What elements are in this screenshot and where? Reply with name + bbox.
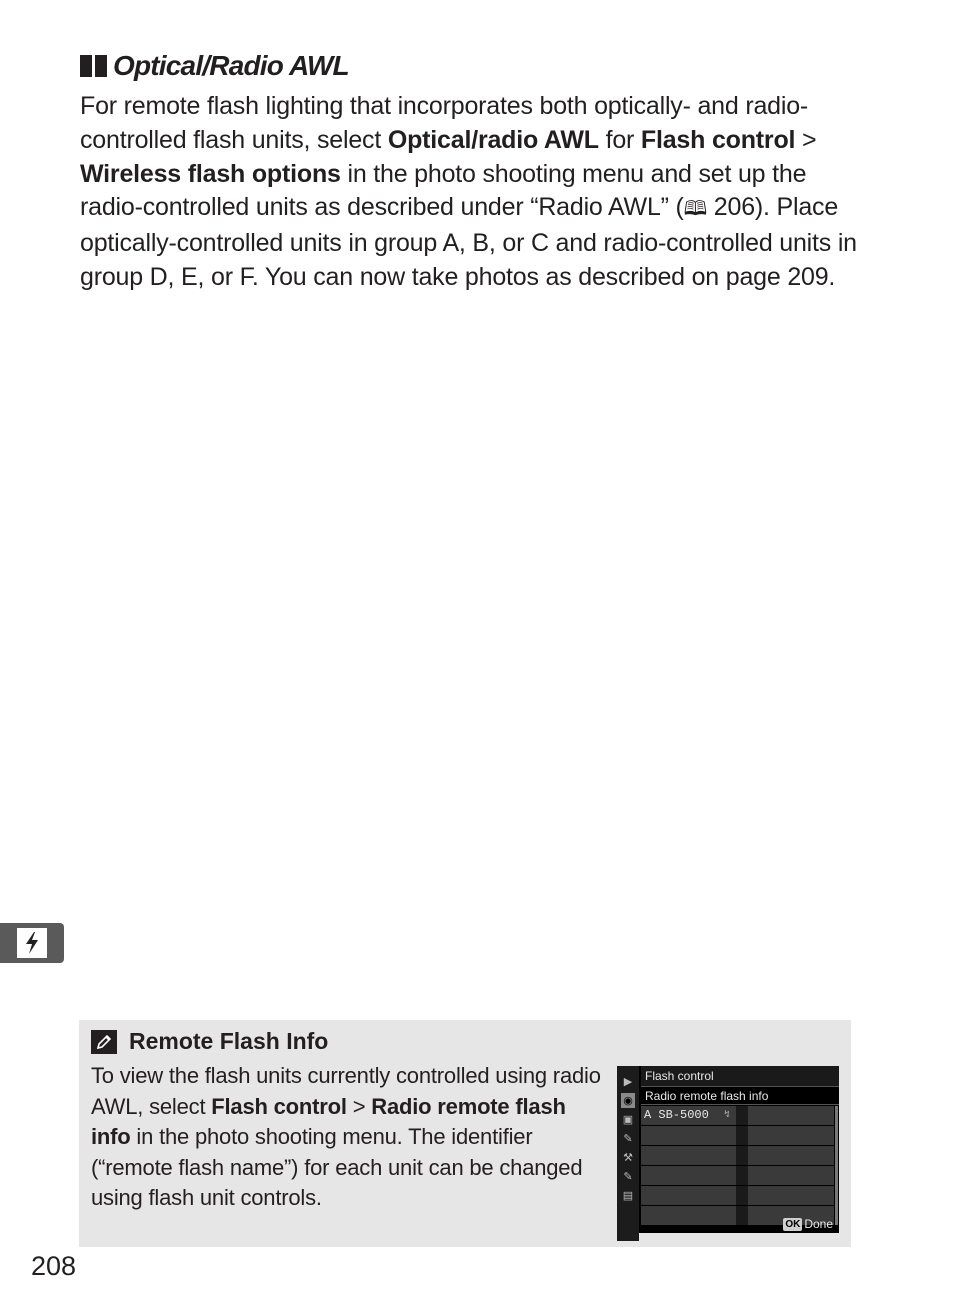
retouch-menu-icon: ✎ <box>623 1171 633 1183</box>
playback-menu-icon: ▶ <box>623 1076 633 1088</box>
section-title: Optical/Radio AWL <box>113 50 349 81</box>
my-menu-icon: ▤ <box>622 1190 634 1202</box>
body-text-2: for <box>598 125 641 154</box>
list-item <box>641 1186 837 1205</box>
done-label: Done <box>804 1217 833 1231</box>
page-number: 208 <box>31 1251 77 1281</box>
list-item <box>641 1106 837 1125</box>
pencil-icon <box>91 1030 117 1054</box>
note-text-2: > <box>346 1093 372 1119</box>
body-paragraph <box>80 90 860 295</box>
menu-item-flash-control: Flash control <box>640 125 796 154</box>
page-reference-book-icon: 🕮 <box>683 198 708 221</box>
body-text-1: For remote flash lighting that incorporates both optically- and radio-controlled flash units, select <box>80 92 809 154</box>
screen-menu-subheader: Radio remote flash info <box>641 1086 839 1105</box>
body-text-3: > <box>795 125 817 154</box>
screen-footer <box>783 1217 833 1231</box>
remote-flash-list <box>641 1106 837 1226</box>
note-box <box>79 1020 851 1247</box>
screen-menu-header: Flash control <box>641 1066 839 1086</box>
page-reference-number: 206 <box>707 193 755 222</box>
flash-icon <box>17 928 47 958</box>
ok-button-icon: OK <box>785 1218 801 1230</box>
menu-tab-sidebar <box>617 1066 639 1241</box>
flash-group-label: A <box>644 1108 652 1122</box>
note-title-text: Remote Flash Info <box>129 1028 329 1054</box>
flash-bolt-icon: ↯ <box>723 1110 730 1121</box>
chapter-tab <box>0 923 64 963</box>
list-item <box>641 1166 837 1185</box>
custom-settings-pencil-icon: ✎ <box>623 1133 633 1145</box>
body-text-4: in the photo shooting menu and set up the radio-controlled units as described under “Radio AWL” ( <box>80 159 807 222</box>
note-text-1: To view the flash units currently controlled using radio AWL, select <box>91 1063 601 1119</box>
movie-shooting-menu-icon: ▣ <box>622 1114 634 1126</box>
menu-item-wireless-flash-options: Wireless flash options <box>80 159 341 188</box>
setup-menu-wrench-icon: ⚒ <box>623 1152 633 1164</box>
section-marker-icon <box>80 55 107 77</box>
body-text-5: ). Place optically-controlled units in group A, B, or C and radio-controlled units in group D, E, or F. You can now take photos as described on page 209. <box>80 193 857 291</box>
flash-unit-name: SB-5000 <box>658 1108 709 1122</box>
note-text-3: in the photo shooting menu. The identifier (“remote flash name”) for each unit can be changed using flash unit controls. <box>91 1124 583 1210</box>
list-item <box>641 1146 837 1165</box>
note-text <box>91 1061 603 1214</box>
note-title <box>91 1028 328 1055</box>
camera-menu-screenshot <box>617 1066 839 1233</box>
menu-option-optical-radio-awl: Optical/radio AWL <box>387 125 599 154</box>
section-heading <box>80 50 349 82</box>
screen-scrollbar <box>835 1106 838 1225</box>
list-item <box>641 1126 837 1145</box>
note-menu-flash-control: Flash control <box>211 1093 347 1119</box>
note-menu-radio-remote-flash-info: Radio remote flash info <box>91 1093 566 1149</box>
photo-shooting-menu-icon: ◉ <box>621 1093 635 1108</box>
